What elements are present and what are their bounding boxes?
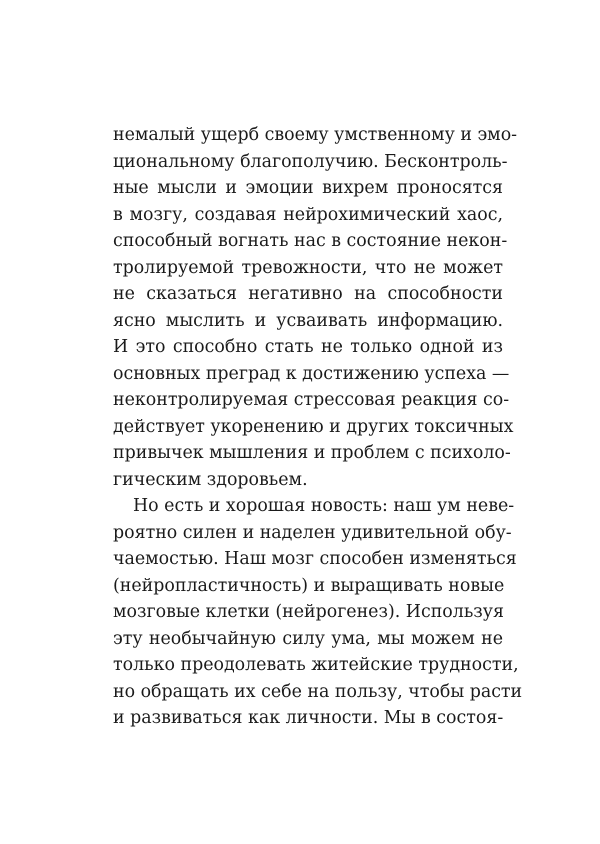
text-line: мозговые клетки (нейрогенез). Используя — [113, 602, 504, 622]
text-line: эту необычайную силу ума, мы можем не — [113, 628, 503, 649]
text-line: но обращать их себе на пользу, чтобы расти — [113, 681, 523, 702]
text-line: циональному благополучию. Бесконтроль- — [113, 151, 508, 172]
text-line: ные мысли и эмоции вихрем проносятся — [113, 178, 503, 198]
text-line: основных преград к достижению успеха — — [113, 363, 510, 384]
text-line: (нейропластичность) и выращивать новые — [113, 575, 505, 596]
text-line: тролируемой тревожности, что не может — [113, 257, 503, 278]
text-line: только преодолевать житейские трудности, — [113, 655, 519, 675]
paragraph-1 — [113, 122, 518, 493]
text-line: и развиваться как личности. Мы в состоя- — [113, 708, 504, 728]
text-line: неконтролируемая стрессовая реакция со- — [113, 390, 510, 410]
text-line: Но есть и хорошая новость: наш ум неве- — [133, 496, 515, 516]
text-line: роятно силен и наделен удивительной обу- — [113, 522, 512, 543]
text-line: гическим здоровьем. — [113, 469, 308, 490]
book-page-text — [113, 122, 523, 732]
text-line: привычек мышления и проблем с психоло- — [113, 443, 511, 463]
text-line: ясно мыслить и усваивать информацию. — [113, 310, 503, 331]
text-line: чаемостью. Наш мозг способен изменяться — [113, 549, 517, 569]
text-line: немалый ущерб своему умственному и эмо- — [113, 125, 518, 145]
text-line: И это способно стать не только одной из — [113, 337, 503, 357]
text-line: в мозгу, создавая нейрохимический хаос, — [113, 204, 503, 225]
text-line: не сказаться негативно на способности — [113, 284, 503, 304]
paragraph-2 — [113, 493, 523, 732]
text-line: способный вогнать нас в состояние некон- — [113, 231, 508, 251]
text-line: действует укоренению и других токсичных — [113, 416, 514, 437]
